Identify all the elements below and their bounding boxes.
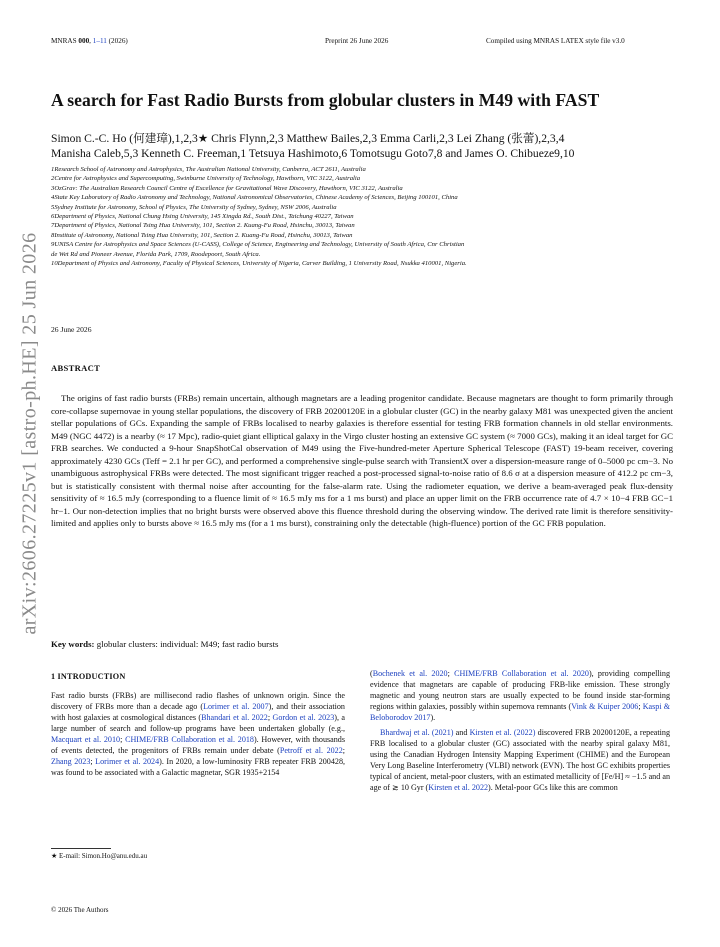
footnote-email: ★ E-mail: Simon.Ho@anu.edu.au [51, 852, 148, 860]
footnote-rule [51, 848, 111, 849]
running-header-compiled: Compiled using MNRAS LATEX style file v3.0 [486, 37, 625, 45]
keywords-label: Key words: [51, 639, 95, 649]
abstract-heading: ABSTRACT [51, 363, 101, 373]
affiliation: 3OzGrav: The Australian Research Council Centre of Excellence for Gravitational Wave Discovery, Hawthorn, VIC 3122, Australia [51, 184, 403, 192]
citation-link[interactable]: Gordon et al. 2023 [272, 713, 335, 723]
affiliation: 9UNISA Centre for Astrophysics and Space Sciences (U-CASS), College of Science, Engineering and Technology, University of South Africa, Cnr Christian [51, 241, 465, 249]
abstract-body [51, 392, 673, 530]
affiliation-list [51, 165, 691, 268]
affiliation: 2Centre for Astrophysics and Supercomputing, Swinburne University of Technology, Hawthorn, VIC 3122, Australia [51, 175, 361, 183]
affiliation: 6Department of Physics, National Chung Hsing University, 145 Xingda Rd., South Dist., Taichung 40227, Taiwan [51, 213, 354, 221]
intro-paragraph-3: Bhardwaj et al. (2021) and Kirsten et al. (2022) discovered FRB 20200120E, a repeating FRB localised to a globular cluster (GC) associated with the nearby spiral galaxy M81, using the Canadian Hydrogen Intensity Mapping Experiment (CHIME) and the European Very Long Baseline Interferometry (VLBI) network (EVN). The host GC exhibits properties typical of ancient, metal-poor clusters, with an estimated metallicity of [Fe/H] ≈ −1.5 and an age of ≳ 10 Gyr (Kirsten et al. 2022). Metal-poor GCs like this are common [370, 728, 670, 793]
citation-link[interactable]: Lorimer et al. 2007 [203, 702, 269, 712]
citation-link[interactable]: CHIME/FRB Collaboration et al. 2018 [125, 735, 254, 745]
running-header-preprint: Preprint 26 June 2026 [325, 37, 389, 45]
submission-date: 26 June 2026 [51, 325, 92, 334]
intro-paragraph-1: Fast radio bursts (FRBs) are millisecond radio flashes of unknown origin. Since the discovery of FRBs more than a decade ago (Lorimer et al. 2007), and their association with host galaxies at cosmological distances (Bhandari et al. 2022; Gordon et al. 2023), a large number of search and follow-up programs have been undertaken globally (e.g., Macquart et al. 2010; CHIME/FRB Collaboration et al. 2018). However, with thousands of events detected, the progenitors of FRBs remain under debate (Petroff et al. 2022; Zhang 2023; Lorimer et al. 2024). In 2020, a low-luminosity FRB repeater FRB 200428, was found to be associated with a Galactic magnetar, SGR 1935+2154 [51, 691, 346, 778]
affiliation: 4State Key Laboratory of Radio Astronomy and Technology, National Astronomical Observatories, Chinese Academy of Sciences, Beijing 100101, China [51, 194, 458, 202]
citation-link[interactable]: Lorimer et al. 2024 [95, 757, 160, 767]
citation-link[interactable]: Kaspi & Beloborodov 2017 [370, 702, 671, 723]
abstract-text: The origins of fast radio bursts (FRBs) remain uncertain, although magnetars are a leading progenitor candidate. Because magnetars are thought to form primarily through core-collapse supernovae in young stellar populations, the discovery of FRB 20200120E in a globular cluster (GC) in the nearby galaxy M81 was unexpected given the ancient stellar populations of GCs. Expanding the sample of FRBs localised to nearby galaxies is therefore essential for testing FRB formation channels in old stellar environments. M49 (NGC 4472) is a nearby (≈ 17 Mpc), radio-quiet giant elliptical galaxy in the Virgo cluster hosting an extensive GC system (≈ 7000 GCs), making it an ideal target for GC FRB searches. We conducted a 9-hour SnapShotCal observation of M49 using the Five-hundred-meter Aperture Spherical Telescope (FAST) 19-beam receiver, covering approximately 4230 GCs (Teff = 2.1 hr per GC), and performed a comprehensive single-pulse search with TransientX over a dispersion-measure range of 0–5000 pc cm−3. No unambiguous astrophysical FRBs were detected. The most significant trigger reached a post-processed signal-to-noise ratio of 8.6 σ at a dispersion measure of 412.2 pc cm−3, but is statistically consistent with thermal noise after accounting for the false-alarm rate. Using the radiometer equation, we derive a beam-averaged peak flux-density sensitivity of ≈ 16.5 mJy (corresponding to a fluence limit of ≈ 16.5 mJy ms for a 1 ms burst) and place an upper limit on the FRB occurrence rate of 4.7 × 10−4 FRB GC−1 hr−1. Our non-detection implies that no bright bursts were observed above this fluence threshold during the observing window. The derived rate limit is therefore sensitivity-limited and applies only to bursts above ≈ 16.5 mJy ms (for a 1 ms burst), constraining only the detectable (high-fluence) portion of the GC FRB population. [51, 393, 673, 529]
running-header-journal: MNRAS 000, 1–11 (2026) [51, 37, 128, 45]
authors-line-2: Manisha Caleb,5,3 Kenneth C. Freeman,1 Tetsuya Hashimoto,6 Tomotsugu Goto7,8 and James O. Chibueze9,10 [51, 146, 575, 160]
keywords-text: globular clusters: individual: M49; fast radio bursts [96, 639, 279, 649]
citation-link[interactable]: CHIME/FRB Collaboration et al. 2020 [454, 669, 589, 678]
affiliation: 10Department of Physics and Astronomy, Faculty of Physical Sciences, University of Nigeria, Carver Building, 1 University Road, Nsukka 410001, Nigeria. [51, 260, 467, 268]
left-column [51, 690, 345, 778]
citation-link[interactable]: Petroff et al. 2022 [279, 746, 343, 756]
citation-link[interactable]: Bochenek et al. 2020 [372, 669, 448, 678]
right-column [370, 668, 670, 794]
citation-link[interactable]: Bhandari et al. 2022 [201, 713, 268, 723]
arxiv-stamp: arXiv:2606.27225v1 [astro-ph.HE] 25 Jun 2026 [18, 232, 41, 635]
section-heading-introduction: 1 INTRODUCTION [51, 672, 126, 681]
affiliation: de Wet Rd and Pioneer Avenue, Florida Park, 1709, Roodepoort, South Africa. [51, 250, 261, 258]
citation-link[interactable]: Macquart et al. 2010 [51, 735, 121, 745]
paper-title: A search for Fast Radio Bursts from globular clusters in M49 with FAST [51, 90, 600, 110]
pages-link[interactable]: 1–11 [92, 37, 107, 45]
author-list [51, 132, 681, 161]
affiliation: 7Department of Physics, National Tsing Hua University, 101, Section 2. Kuang-Fu Road, Hsinchu, 30013, Taiwan [51, 222, 355, 230]
citation-link[interactable]: Kirsten et al. 2022 [428, 783, 489, 793]
affiliation: 8Institute of Astronomy, National Tsing Hua University, 101, Section 2. Kuang-Fu Road, Hsinchu, 30013, Taiwan [51, 231, 353, 239]
affiliation: 1Research School of Astronomy and Astrophysics, The Australian National University, Canberra, ACT 2611, Australia [51, 166, 366, 173]
copyright: © 2026 The Authors [51, 906, 109, 914]
authors-line-1: Simon C.-C. Ho (何建璋),1,2,3★ Chris Flynn,2,3 Matthew Bailes,2,3 Emma Carli,2,3 Lei Zhang (张蕾),2,3,4 [51, 132, 565, 145]
intro-paragraph-2: (Bochenek et al. 2020; CHIME/FRB Collaboration et al. 2020), providing compelling evidence that magnetars are capable of producing FRB-like emission. These strongly magnetic and young neutron stars are usually expected to be found inside star-forming regions within galaxies, possibly within supernova remnants (Vink & Kuiper 2006; Kaspi & Beloborodov 2017). [370, 669, 671, 723]
citation-link[interactable]: Vink & Kuiper 2006 [571, 702, 639, 712]
citation-link[interactable]: Bhardwaj et al. (2021) [380, 728, 454, 738]
affiliation: 5Sydney Institute for Astronomy, School of Physics, The University of Sydney, Sydney, NSW 2006, Australia [51, 203, 337, 211]
keywords [51, 639, 673, 649]
citation-link[interactable]: Kirsten et al. (2022) [469, 728, 536, 738]
citation-link[interactable]: Zhang 2023 [51, 757, 91, 767]
